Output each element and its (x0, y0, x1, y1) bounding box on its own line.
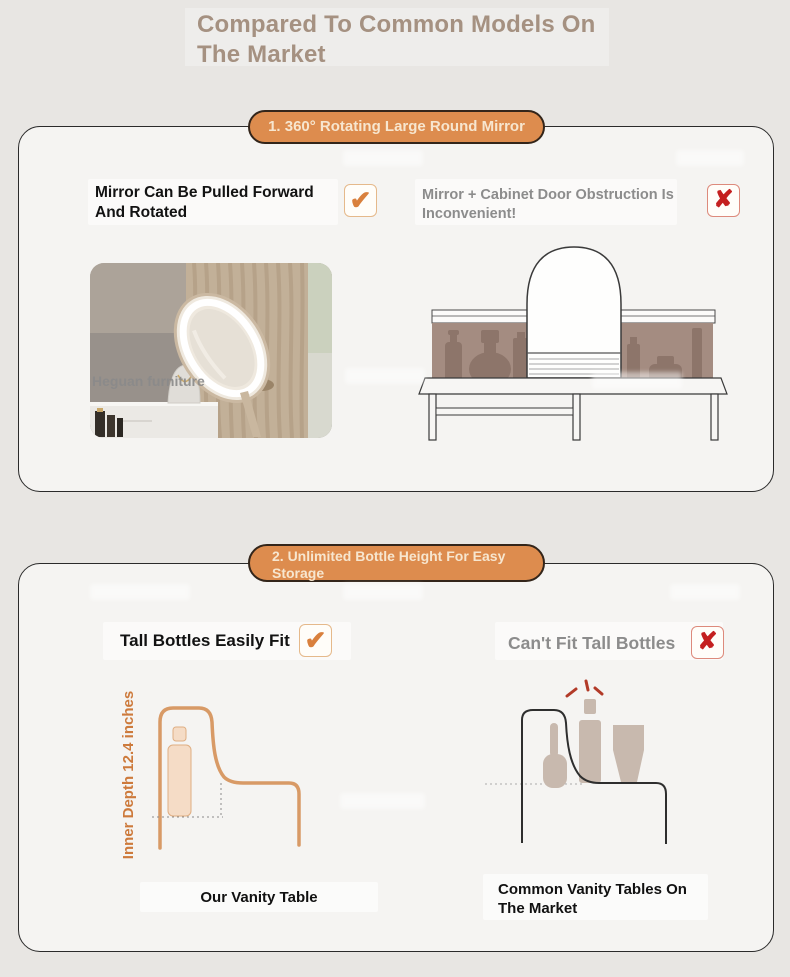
watermark (345, 368, 425, 384)
our-vanity-sketch (105, 678, 345, 868)
cross-icon: ✘ (691, 626, 724, 659)
con1-heading: Mirror + Cabinet Door Obstruction Is Inconvenient! (422, 187, 674, 222)
con-caption: Common Vanity Tables On The Market (498, 881, 687, 917)
watermark (90, 584, 190, 600)
mirror-photo-art (90, 263, 332, 438)
watermark (592, 372, 682, 389)
inner-depth-label: Inner Depth 12.4 inches (120, 690, 137, 860)
tall-bottle-fits (168, 727, 191, 816)
mirror-photo (90, 263, 332, 438)
pro-caption: Our Vanity Table (200, 889, 318, 906)
check-icon: ✔ (344, 184, 377, 217)
section2-badge: 2. Unlimited Bottle Height For Easy Storage (248, 544, 545, 582)
watermark (343, 150, 423, 166)
pro2-heading: Tall Bottles Easily Fit (120, 631, 290, 650)
check-icon: ✔ (299, 624, 332, 657)
alert-marks-icon (567, 681, 602, 696)
watermark (676, 150, 744, 166)
pro1-heading: Mirror Can Be Pulled Forward And Rotated (95, 184, 314, 221)
watermark (340, 793, 425, 809)
arched-mirror (527, 247, 621, 378)
watermark (343, 584, 423, 600)
page-title: Compared To Common Models On The Market (197, 11, 596, 68)
blocked-mirror-sketch (405, 242, 765, 442)
window-green (304, 263, 332, 353)
cosmetic-bottles (543, 699, 644, 788)
section1-badge: 1. 360° Rotating Large Round Mirror (248, 110, 545, 144)
con2-heading: Can't Fit Tall Bottles (508, 633, 676, 653)
common-vanity-sketch (480, 668, 710, 868)
cross-icon: ✘ (707, 184, 740, 217)
photo-watermark: Heguan furniture (92, 373, 205, 389)
watermark (670, 584, 740, 600)
